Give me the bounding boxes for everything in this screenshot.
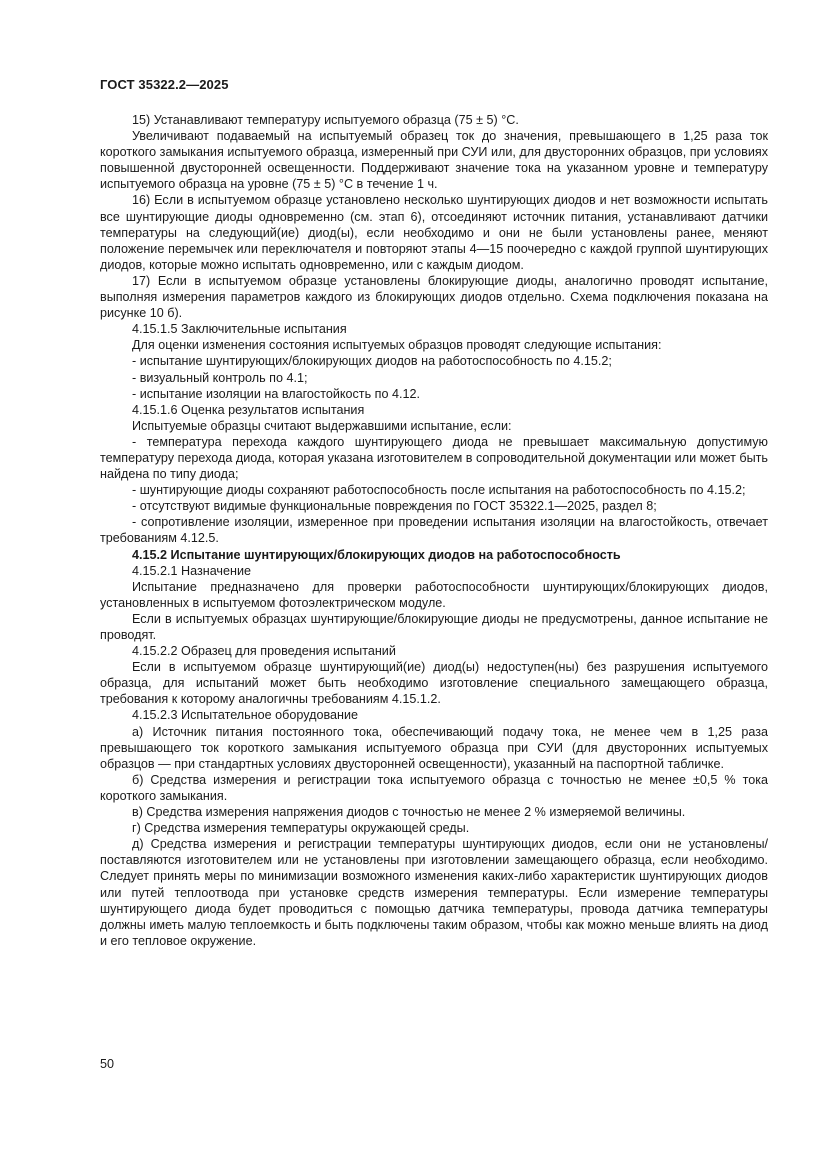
paragraph: Испытуемые образцы считают выдержавшими испытание, если:	[132, 418, 512, 433]
section-heading: 4.15.2.3 Испытательное оборудование	[132, 708, 359, 723]
equipment-item-v: в) Средства измерения напряжения диодов с точностью не менее 2 % измеряемой величины.	[132, 805, 686, 820]
document-body	[100, 112, 768, 949]
list-item: - сопротивление изоляции, измеренное при проведении испытания изоляции на влагостойкость, отвечает требованиям 4.12.5.	[100, 515, 768, 546]
step-15-text: Увеличивают подаваемый на испытуемый образец ток до значения, превышающего в 1,25 раза ток короткого замыкания испытуемого образца, измеренный при СУИ или, для двусторонних образцов, при условиях повышенной двусторонней освещенности. Поддерживают значение тока на указанном уровне и температуру испытуемого образца на уровне (75 ± 5) °С в течение 1 ч.	[100, 129, 768, 192]
paragraph: Испытание предназначено для проверки работоспособности шунтирующих/блокирующих диодов, установленных в испытуемом фотоэлектрическом модуле.	[100, 579, 768, 610]
section-heading: 4.15.1.6 Оценка результатов испытания	[132, 402, 365, 417]
list-item: - испытание изоляции на влагостойкость по 4.12.	[132, 386, 420, 401]
standard-header: ГОСТ 35322.2—2025	[100, 77, 229, 92]
list-item: - шунтирующие диоды сохраняют работоспособность после испытания на работоспособность по 4.15.2;	[132, 483, 746, 498]
section-heading: 4.15.1.5 Заключительные испытания	[132, 322, 347, 337]
step-17: 17) Если в испытуемом образце установлены блокирующие диоды, аналогично проводят испытание, выполняя измерения параметров каждого из блокирующих диодов отдельно. Схема подключения показана на рисунке 10 б).	[100, 273, 768, 321]
equipment-item-a: а) Источник питания постоянного тока, обеспечивающий подачу тока, не менее чем в 1,25 раза превышающего ток короткого замыкания испытуемого образца при СУИ (для двусторонних испытуемых образцов — при стандартных условиях двусторонней освещенности), указанный на паспортной табличке.	[100, 724, 768, 771]
list-item: - испытание шунтирующих/блокирующих диодов на работоспособность по 4.15.2;	[132, 354, 612, 369]
equipment-item-g: г) Средства измерения температуры окружающей среды.	[132, 821, 470, 836]
section-title: 4.15.2 Испытание шунтирующих/блокирующих диодов на работоспособность	[132, 547, 621, 562]
step-15: 15) Устанавливают температуру испытуемого образца (75 ± 5) °С.	[132, 113, 519, 127]
page-number: 50	[100, 1057, 115, 1071]
paragraph: Для оценки изменения состояния испытуемых образцов проводят следующие испытания:	[132, 338, 662, 353]
equipment-item-b: б) Средства измерения и регистрации тока испытуемого образца с точностью не менее ±0,5 % тока короткого замыкания.	[100, 772, 768, 803]
section-heading: 4.15.2.1 Назначение	[132, 563, 251, 578]
list-item: - визуальный контроль по 4.1;	[132, 370, 308, 385]
step-16: 16) Если в испытуемом образце установлено несколько шунтирующих диодов и нет возможности испытать все шунтирующие диоды одновременно (см. этап 6), отсоединяют источник питания, устанавливают датчики температуры на следующий(ие) диод(ы), если необходимо и они не были установлены ранее, меняют положение перемычек или переключателя и повторяют этапы 4—15 поочередно с каждой группой шунтирующих диодов, которые можно испытать одновременно, или с каждым диодом.	[100, 193, 768, 272]
section-heading: 4.15.2.2 Образец для проведения испытаний	[132, 644, 396, 659]
paragraph: Если в испытуемых образцах шунтирующие/блокирующие диоды не предусмотрены, данное испытание не проводят.	[100, 611, 768, 642]
paragraph: Если в испытуемом образце шунтирующий(ие) диод(ы) недоступен(ны) без разрушения испытуемого образца, для испытаний может быть необходимо изготовление специального замещающего образца, требования к которому аналогичны требованиям 4.15.1.2.	[100, 660, 768, 707]
equipment-item-d: д) Средства измерения и регистрации температуры шунтирующих диодов, если они не установлены/поставляются изготовителем или не установлены при изготовлении замещающего образца, если необходимо. Следует принять меры по минимизации возможного изменения каких-либо характеристик шунтирующих диодов или путей теплоотвода при установке средств измерения температуры. Если измерение температуры шунтирующего диода будет проводиться с помощью датчика температуры, провода датчика температуры должны иметь малую теплоемкость и быть подключены таким образом, чтобы как можно меньше влиять на диод и его тепловое окружение.	[100, 837, 768, 948]
list-item: - отсутствуют видимые функциональные повреждения по ГОСТ 35322.1—2025, раздел 8;	[132, 499, 657, 514]
list-item: - температура перехода каждого шунтирующего диода не превышает максимальную допустимую температуру перехода диода, которая указана изготовителем в сопроводительной документации или может быть найдена по типу диода;	[100, 434, 768, 482]
